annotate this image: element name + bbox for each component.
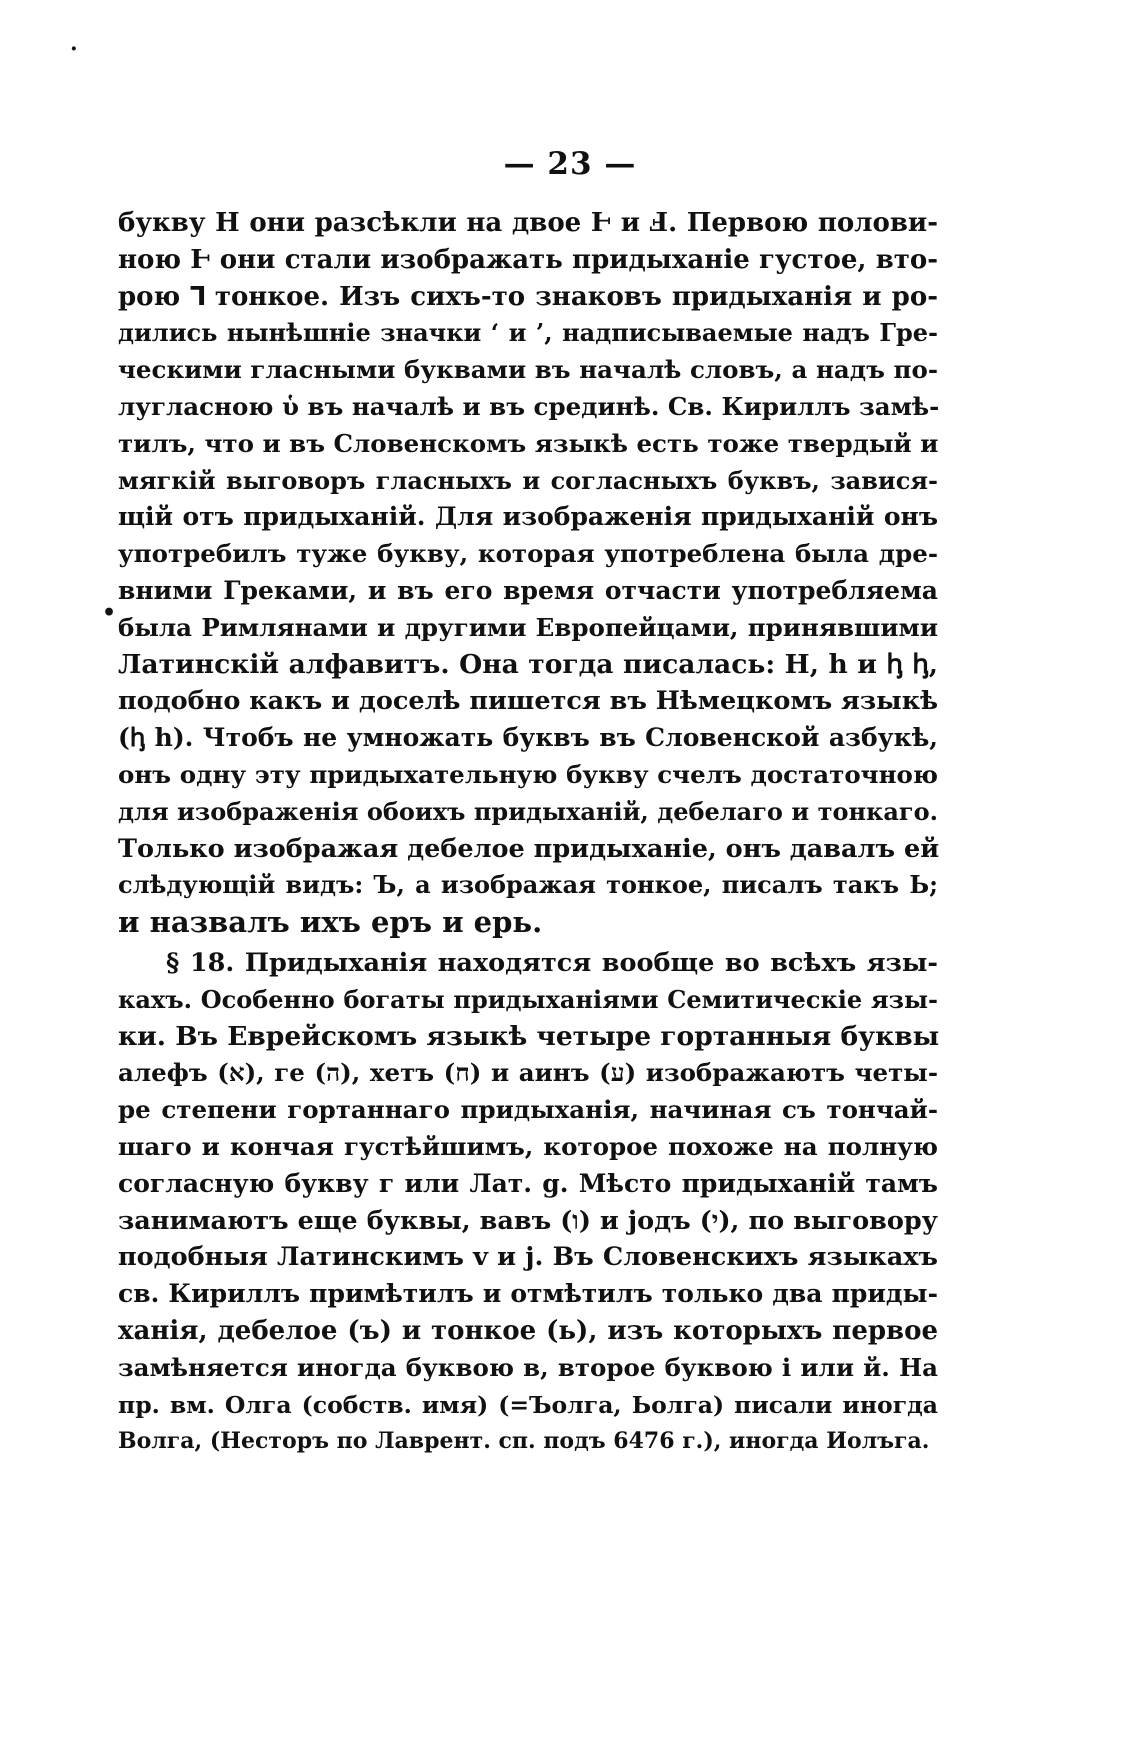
text-line: алефъ (א), ге (ה), хетъ (ח) и аинъ (ע) изображаютъ четы- bbox=[118, 1058, 939, 1088]
text-block bbox=[118, 205, 938, 1460]
text-line: (ꞕ һ). Чтобъ не умножать буквъ въ Словенской азбукѣ, bbox=[118, 723, 938, 753]
text-line: лугласною ὑ въ началѣ и въ срединѣ. Св. Кириллъ замѣ- bbox=[118, 391, 940, 421]
text-line: согласную букву г или Лат. g. Мѣсто придыханій тамъ bbox=[118, 1168, 938, 1198]
paragraph-2 bbox=[118, 945, 938, 1460]
page-number: — 23 — bbox=[503, 146, 637, 182]
text-line: вними Греками, и въ его время отчасти употребляема bbox=[118, 575, 938, 605]
text-line: слѣдующій видъ: Ъ, а изображая тонкое, писалъ такъ Ь; bbox=[118, 870, 938, 900]
text-line: букву Н они разсѣкли на двое Ⱶ и Ⅎ. Первою полови- bbox=[118, 208, 938, 238]
text-line: Только изображая дебелое придыханіе, онъ давалъ ей bbox=[118, 833, 940, 864]
text-line: ре степени гортаннаго придыханія, начиная съ тончай- bbox=[118, 1095, 938, 1125]
text-line: щій отъ придыханій. Для изображенія придыханій онъ bbox=[118, 502, 938, 532]
text-line: ханія, дебелое (ъ) и тонкое (ь), изъ которыхъ первое bbox=[118, 1315, 938, 1346]
text-line: ки. Въ Еврейскомъ языкѣ четыре гортанныя буквы bbox=[118, 1020, 940, 1052]
text-line: тилъ, что и въ Словенскомъ языкѣ есть тоже твердый и bbox=[118, 428, 939, 458]
text-line: Волга, (Несторъ по Лаврент. сп. подъ 6476 г.), иногда Иолъга. bbox=[118, 1428, 930, 1455]
text-line: § 18. Придыханія находятся вообще во всѣхъ язы- bbox=[166, 947, 938, 978]
text-line: шаго и кончая густѣйшимъ, которое похоже на полную bbox=[118, 1131, 938, 1161]
text-line: Латинскій алфавитъ. Она тогда писалась: Н, һ и ꞕ ꞕ, bbox=[118, 648, 938, 680]
margin-mark: · bbox=[70, 36, 78, 62]
text-line: употребилъ туже букву, которая употреблена была дре- bbox=[118, 539, 938, 569]
text-line: онъ одну эту придыхательную букву счелъ достаточною bbox=[118, 759, 938, 789]
text-line: для изображенія обоихъ придыханій, дебелаго и тонкаго. bbox=[118, 796, 938, 826]
text-line: ческими гласными буквами въ началѣ словъ, а надъ по- bbox=[118, 355, 938, 385]
text-line: мягкій выговоръ гласныхъ и согласныхъ буквъ, завися- bbox=[118, 465, 938, 495]
margin-mark: • bbox=[102, 600, 117, 626]
text-line: и назвалъ ихъ еръ и ерь. bbox=[118, 905, 543, 940]
text-line: ною Ⱶ они стали изображать придыханіе густое, вто- bbox=[118, 244, 938, 275]
text-line: подобно какъ и доселѣ пишется въ Нѣмецкомъ языкѣ bbox=[118, 686, 939, 717]
text-line: св. Кириллъ примѣтилъ и отмѣтилъ только два приды- bbox=[118, 1279, 938, 1309]
text-line: дились нынѣшніе значки ‘ и ’, надписываемые надъ Гре- bbox=[118, 318, 938, 348]
text-line: подобныя Латинскимъ v и j. Въ Словенскихъ языкахъ bbox=[118, 1242, 938, 1273]
text-line: была Римлянами и другими Европейцами, принявшими bbox=[118, 612, 938, 642]
text-line: замѣняется иногда буквою в, второе буквою і или й. На bbox=[118, 1352, 938, 1382]
paragraph-1 bbox=[118, 205, 938, 941]
text-line: кахъ. Особенно богаты придыханіями Семитическіе язы- bbox=[118, 984, 938, 1014]
text-line: пр. вм. Олга (собств. имя) (=Ъолга, Ьолга) писали иногда bbox=[118, 1390, 938, 1419]
text-line: рою ⅂ тонкое. Изъ сихъ-то знаковъ придыханія и ро- bbox=[118, 281, 938, 312]
text-line: занимаютъ еще буквы, вавъ (ו) и јодъ (י), по выговору bbox=[118, 1205, 938, 1236]
